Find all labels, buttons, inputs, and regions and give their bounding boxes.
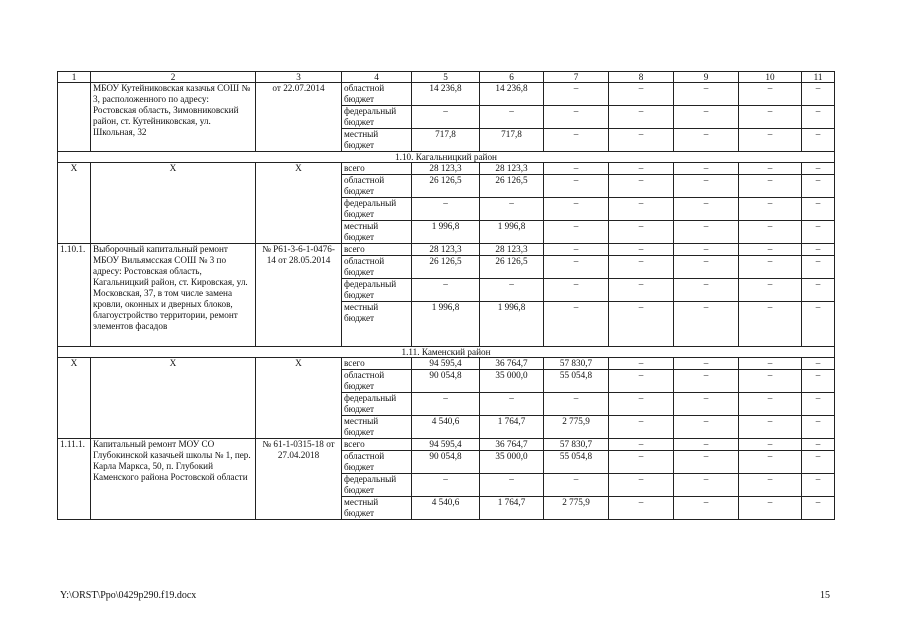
section-heading-row bbox=[58, 347, 835, 358]
value-col9: – bbox=[674, 358, 739, 370]
value-col9: – bbox=[674, 474, 739, 497]
value-col9: – bbox=[674, 302, 739, 347]
value-col7: 55 054,8 bbox=[544, 370, 609, 393]
value-col11: – bbox=[802, 416, 835, 439]
value-col10: – bbox=[739, 106, 802, 129]
value-col7: – bbox=[544, 474, 609, 497]
value-col11: – bbox=[802, 439, 835, 451]
fund-label: всего bbox=[342, 244, 412, 256]
value-col8: – bbox=[609, 416, 674, 439]
value-col9: – bbox=[674, 497, 739, 520]
value-col6: – bbox=[480, 106, 544, 129]
value-col6: 28 123,3 bbox=[480, 244, 544, 256]
value-col9: – bbox=[674, 439, 739, 451]
table-row bbox=[58, 163, 835, 175]
value-col5: – bbox=[412, 279, 480, 302]
value-col10: – bbox=[739, 451, 802, 474]
x-mark: Х bbox=[256, 163, 342, 244]
value-col8: – bbox=[609, 83, 674, 106]
value-col11: – bbox=[802, 302, 835, 347]
value-col6: 14 236,8 bbox=[480, 83, 544, 106]
value-col5: 28 123,3 bbox=[412, 163, 480, 175]
value-col6: 1 996,8 bbox=[480, 302, 544, 347]
value-col10: – bbox=[739, 256, 802, 279]
value-col10: – bbox=[739, 244, 802, 256]
document-ref: от 22.07.2014 bbox=[256, 83, 342, 152]
column-number-row bbox=[58, 72, 835, 83]
value-col10: – bbox=[739, 439, 802, 451]
value-col5: – bbox=[412, 474, 480, 497]
value-col8: – bbox=[609, 175, 674, 198]
value-col5: 4 540,6 bbox=[412, 416, 480, 439]
value-col11: – bbox=[802, 279, 835, 302]
value-col8: – bbox=[609, 358, 674, 370]
fund-label: местный бюджет bbox=[342, 416, 412, 439]
value-col10: – bbox=[739, 163, 802, 175]
value-col10: – bbox=[739, 198, 802, 221]
value-col8: – bbox=[609, 198, 674, 221]
section-heading-row bbox=[58, 152, 835, 163]
value-col5: 1 996,8 bbox=[412, 302, 480, 347]
value-col7: – bbox=[544, 256, 609, 279]
col-1: 1 bbox=[58, 72, 91, 83]
table-row bbox=[58, 439, 835, 451]
value-col7: – bbox=[544, 83, 609, 106]
value-col11: – bbox=[802, 474, 835, 497]
x-mark: Х bbox=[91, 358, 256, 439]
value-col8: – bbox=[609, 451, 674, 474]
value-col11: – bbox=[802, 393, 835, 416]
file-path: Y:\ORST\Ppo\0429p290.f19.docx bbox=[60, 590, 197, 601]
fund-label: федеральный бюджет bbox=[342, 393, 412, 416]
value-col10: – bbox=[739, 221, 802, 244]
section-title: 1.10. Кагальницкий район bbox=[58, 152, 835, 163]
value-col8: – bbox=[609, 221, 674, 244]
value-col6: 1 996,8 bbox=[480, 221, 544, 244]
object-name: Выборочный капитальный ремонт МБОУ Вильямсская СОШ № 3 по адресу: Ростовская область, Кагальницкий район, ст. Кировская, ул. Московская, 37, в том числе замена кровли, оконных и дверных блоков, благоустройство территории, ремонт элементов фасадов bbox=[91, 244, 256, 347]
fund-label: областной бюджет bbox=[342, 83, 412, 106]
value-col6: 1 764,7 bbox=[480, 416, 544, 439]
table-row bbox=[58, 83, 835, 106]
value-col11: – bbox=[802, 370, 835, 393]
col-11: 11 bbox=[802, 72, 835, 83]
value-col8: – bbox=[609, 279, 674, 302]
col-3: 3 bbox=[256, 72, 342, 83]
value-col9: – bbox=[674, 393, 739, 416]
value-col10: – bbox=[739, 175, 802, 198]
value-col9: – bbox=[674, 83, 739, 106]
value-col11: – bbox=[802, 358, 835, 370]
value-col6: 35 000,0 bbox=[480, 451, 544, 474]
x-mark: Х bbox=[91, 163, 256, 244]
value-col11: – bbox=[802, 163, 835, 175]
value-col5: 94 595,4 bbox=[412, 358, 480, 370]
value-col5: 1 996,8 bbox=[412, 221, 480, 244]
value-col6: 36 764,7 bbox=[480, 439, 544, 451]
col-2: 2 bbox=[91, 72, 256, 83]
value-col7: – bbox=[544, 279, 609, 302]
value-col5: 26 126,5 bbox=[412, 256, 480, 279]
value-col7: 57 830,7 bbox=[544, 358, 609, 370]
fund-label: федеральный бюджет bbox=[342, 279, 412, 302]
value-col8: – bbox=[609, 302, 674, 347]
value-col6: 26 126,5 bbox=[480, 256, 544, 279]
value-col9: – bbox=[674, 256, 739, 279]
item-number: 1.11.1. bbox=[58, 439, 91, 520]
value-col8: – bbox=[609, 129, 674, 152]
value-col6: – bbox=[480, 474, 544, 497]
value-col10: – bbox=[739, 497, 802, 520]
value-col5: 90 054,8 bbox=[412, 451, 480, 474]
fund-label: всего bbox=[342, 358, 412, 370]
value-col11: – bbox=[802, 497, 835, 520]
fund-label: областной бюджет bbox=[342, 175, 412, 198]
item-number bbox=[58, 83, 91, 152]
value-col8: – bbox=[609, 439, 674, 451]
value-col10: – bbox=[739, 416, 802, 439]
col-8: 8 bbox=[609, 72, 674, 83]
value-col9: – bbox=[674, 129, 739, 152]
x-mark: Х bbox=[256, 358, 342, 439]
x-mark: Х bbox=[58, 163, 91, 244]
value-col9: – bbox=[674, 198, 739, 221]
value-col7: – bbox=[544, 393, 609, 416]
value-col9: – bbox=[674, 416, 739, 439]
value-col11: – bbox=[802, 221, 835, 244]
object-name: МБОУ Кутейниковская казачья СОШ № 3, расположенного по адресу: Ростовская область, Зимовниковский район, ст. Кутейниковская, ул. Школьная, 32 bbox=[91, 83, 256, 152]
value-col8: – bbox=[609, 256, 674, 279]
value-col11: – bbox=[802, 175, 835, 198]
value-col10: – bbox=[739, 279, 802, 302]
col-5: 5 bbox=[412, 72, 480, 83]
value-col5: – bbox=[412, 198, 480, 221]
value-col11: – bbox=[802, 256, 835, 279]
x-mark: Х bbox=[58, 358, 91, 439]
value-col7: – bbox=[544, 198, 609, 221]
value-col9: – bbox=[674, 244, 739, 256]
value-col7: – bbox=[544, 163, 609, 175]
value-col8: – bbox=[609, 370, 674, 393]
value-col5: 14 236,8 bbox=[412, 83, 480, 106]
value-col5: 28 123,3 bbox=[412, 244, 480, 256]
value-col11: – bbox=[802, 83, 835, 106]
value-col7: 57 830,7 bbox=[544, 439, 609, 451]
value-col10: – bbox=[739, 474, 802, 497]
document-ref: № Р61-3-6-1-0476-14 от 28.05.2014 bbox=[256, 244, 342, 347]
document-ref: № 61-1-0315-18 от 27.04.2018 bbox=[256, 439, 342, 520]
col-7: 7 bbox=[544, 72, 609, 83]
value-col10: – bbox=[739, 129, 802, 152]
value-col11: – bbox=[802, 244, 835, 256]
value-col9: – bbox=[674, 106, 739, 129]
value-col6: 26 126,5 bbox=[480, 175, 544, 198]
fund-label: всего bbox=[342, 163, 412, 175]
value-col10: – bbox=[739, 302, 802, 347]
table-row bbox=[58, 358, 835, 370]
fund-label: федеральный бюджет bbox=[342, 106, 412, 129]
value-col8: – bbox=[609, 497, 674, 520]
table-row bbox=[58, 244, 835, 256]
value-col7: – bbox=[544, 302, 609, 347]
value-col11: – bbox=[802, 106, 835, 129]
value-col9: – bbox=[674, 370, 739, 393]
value-col11: – bbox=[802, 129, 835, 152]
col-9: 9 bbox=[674, 72, 739, 83]
value-col7: 2 775,9 bbox=[544, 416, 609, 439]
col-4: 4 bbox=[342, 72, 412, 83]
page-number: 15 bbox=[820, 590, 830, 601]
value-col9: – bbox=[674, 279, 739, 302]
fund-label: местный бюджет bbox=[342, 497, 412, 520]
value-col5: 94 595,4 bbox=[412, 439, 480, 451]
value-col5: – bbox=[412, 106, 480, 129]
value-col9: – bbox=[674, 221, 739, 244]
value-col10: – bbox=[739, 83, 802, 106]
value-col7: – bbox=[544, 244, 609, 256]
value-col10: – bbox=[739, 393, 802, 416]
value-col11: – bbox=[802, 451, 835, 474]
value-col10: – bbox=[739, 370, 802, 393]
section-title: 1.11. Каменский район bbox=[58, 347, 835, 358]
value-col8: – bbox=[609, 163, 674, 175]
value-col7: 2 775,9 bbox=[544, 497, 609, 520]
col-10: 10 bbox=[739, 72, 802, 83]
fund-label: областной бюджет bbox=[342, 451, 412, 474]
fund-label: местный бюджет bbox=[342, 129, 412, 152]
value-col6: – bbox=[480, 279, 544, 302]
value-col7: 55 054,8 bbox=[544, 451, 609, 474]
col-6: 6 bbox=[480, 72, 544, 83]
value-col10: – bbox=[739, 358, 802, 370]
value-col7: – bbox=[544, 221, 609, 244]
value-col6: – bbox=[480, 393, 544, 416]
value-col7: – bbox=[544, 106, 609, 129]
value-col6: 28 123,3 bbox=[480, 163, 544, 175]
item-number: 1.10.1. bbox=[58, 244, 91, 347]
value-col5: 717,8 bbox=[412, 129, 480, 152]
value-col8: – bbox=[609, 474, 674, 497]
value-col6: 35 000,0 bbox=[480, 370, 544, 393]
value-col5: 4 540,6 bbox=[412, 497, 480, 520]
value-col8: – bbox=[609, 244, 674, 256]
value-col8: – bbox=[609, 393, 674, 416]
value-col6: 36 764,7 bbox=[480, 358, 544, 370]
fund-label: областной бюджет bbox=[342, 256, 412, 279]
value-col5: 26 126,5 bbox=[412, 175, 480, 198]
value-col7: – bbox=[544, 175, 609, 198]
value-col9: – bbox=[674, 163, 739, 175]
value-col6: – bbox=[480, 198, 544, 221]
value-col9: – bbox=[674, 451, 739, 474]
value-col5: 90 054,8 bbox=[412, 370, 480, 393]
fund-label: федеральный бюджет bbox=[342, 198, 412, 221]
fund-label: областной бюджет bbox=[342, 370, 412, 393]
program-table bbox=[57, 71, 835, 520]
fund-label: всего bbox=[342, 439, 412, 451]
value-col7: – bbox=[544, 129, 609, 152]
value-col6: 717,8 bbox=[480, 129, 544, 152]
object-name: Капитальный ремонт МОУ СО Глубокинской казачьей школы № 1, пер. Карла Маркса, 50, п. Глубокий Каменского района Ростовской области bbox=[91, 439, 256, 520]
value-col6: 1 764,7 bbox=[480, 497, 544, 520]
fund-label: местный бюджет bbox=[342, 221, 412, 244]
fund-label: федеральный бюджет bbox=[342, 474, 412, 497]
value-col11: – bbox=[802, 198, 835, 221]
value-col9: – bbox=[674, 175, 739, 198]
fund-label: местный бюджет bbox=[342, 302, 412, 347]
value-col8: – bbox=[609, 106, 674, 129]
value-col5: – bbox=[412, 393, 480, 416]
